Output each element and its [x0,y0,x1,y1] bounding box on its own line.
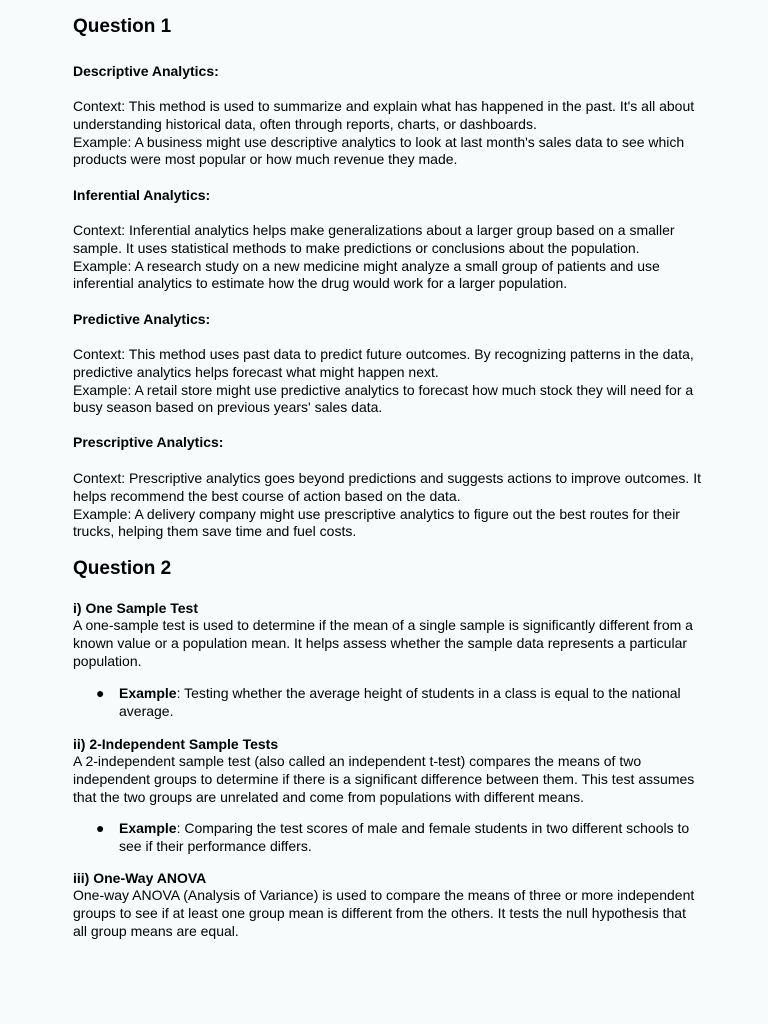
section-example: Example: A research study on a new medicine might analyze a small group of patients and use inferential analytics to estimate how the drug would work for a larger population. [73,257,660,292]
section-example: Example: A delivery company might use prescriptive analytics to figure out the best routes for their trucks, helping them save time and fuel costs. [73,505,680,540]
bullet-icon: ● [96,685,105,701]
independent-sample-example [96,820,703,856]
section-context: Context: This method uses past data to predict future outcomes. By recognizing patterns in the data, predictive analytics helps forecast what might happen next. [73,346,694,380]
predictive-body [73,346,703,417]
one-sample-example [96,685,703,721]
one-way-anova-block [73,870,703,940]
example-text: : Testing whether the average height of students in a class is equal to the national average. [119,685,681,719]
prescriptive-section [73,434,703,451]
independent-sample-block [73,736,703,806]
section-heading: Descriptive Analytics: [73,63,219,79]
inferential-body [73,222,703,293]
question-2-title: Question 2 [73,558,172,579]
predictive-section [73,311,703,328]
section-example: Example: A business might use descriptive analytics to look at last month's sales data to see which products were most popular or how much revenue they made. [73,133,685,168]
inferential-section [73,187,703,204]
item-text: A 2-independent sample test (also called an independent t-test) compares the means of two independent groups to determine if there is a significant difference between them. This test assumes that the two groups are unrelated and come from populations with different means. [73,753,695,805]
item-text: One-way ANOVA (Analysis of Variance) is used to compare the means of three or more independent groups to see if at least one group mean is different from the others. It tests the null hypothesis that all group means are equal. [73,887,695,939]
prescriptive-body [73,470,703,541]
section-heading: Predictive Analytics: [73,311,211,327]
example-label: Example [119,820,177,836]
bullet-icon: ● [96,820,105,836]
one-sample-test-block [73,600,703,670]
section-context: Context: This method is used to summarize and explain what has happened in the past. It's all about understanding historical data, often through reports, charts, or dashboards. [73,98,695,132]
example-label: Example [119,685,177,701]
section-context: Context: Prescriptive analytics goes beyond predictions and suggests actions to improve outcomes. It helps recommend the best course of action based on the data. [73,470,701,504]
item-heading: i) One Sample Test [73,600,198,616]
section-context: Context: Inferential analytics helps make generalizations about a larger group based on a smaller sample. It uses statistical methods to make predictions or conclusions about the population. [73,222,675,256]
descriptive-body [73,98,703,169]
example-text: : Comparing the test scores of male and female students in two different schools to see if their performance differs. [119,820,690,854]
section-heading: Inferential Analytics: [73,187,211,203]
descriptive-section [73,63,703,80]
item-text: A one-sample test is used to determine if the mean of a single sample is significantly different from a known value or a population mean. It helps assess whether the sample data represents a particular population. [73,617,693,669]
section-heading: Prescriptive Analytics: [73,434,224,450]
question-1-title: Question 1 [73,16,172,37]
item-heading: iii) One-Way ANOVA [73,870,207,886]
item-heading: ii) 2-Independent Sample Tests [73,736,279,752]
section-example: Example: A retail store might use predictive analytics to forecast how much stock they will need for a busy season based on previous years' sales data. [73,381,694,416]
